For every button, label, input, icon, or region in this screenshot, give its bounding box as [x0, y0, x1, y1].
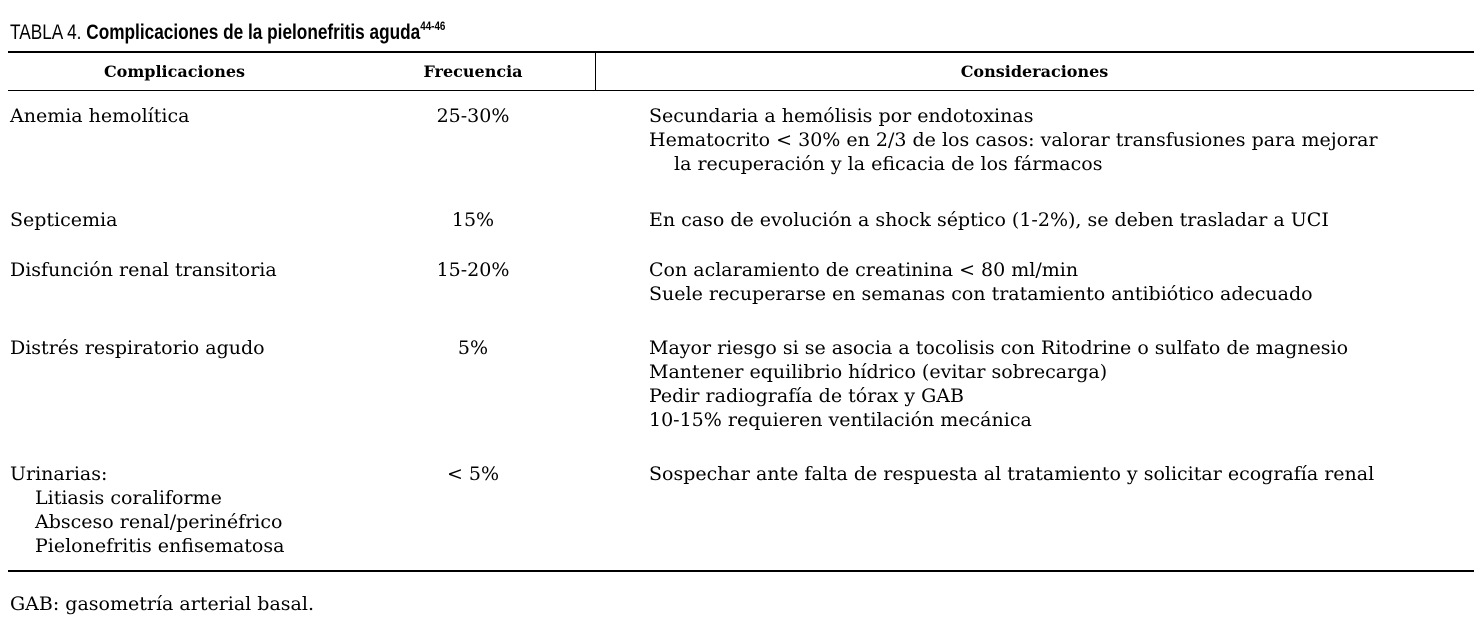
table-title: [10, 20, 445, 46]
row-5-consideracion-line: Sospechar ante falta de respuesta al tratamiento y solicitar ecografía renal: [649, 463, 1375, 485]
table-refs: 44-46: [420, 19, 446, 33]
table-bottom-rule: [8, 570, 1474, 572]
row-1-complicacion: [10, 104, 189, 128]
row-1-complicacion-line: Anemia hemolítica: [10, 105, 190, 127]
table-footnote: GAB: gasometría arterial basal.: [10, 593, 314, 615]
row-1-consideraciones: [649, 104, 1378, 176]
table-title-text: Complicaciones de la pielonefritis aguda: [86, 21, 421, 44]
row-5-complicacion-subline: Litiasis coraliforme: [35, 487, 222, 509]
row-2-consideraciones: [649, 208, 1329, 232]
row-3-complicacion: [10, 258, 277, 282]
row-1-consideracion-line: la recuperación y la eficacia de los fármacos: [674, 153, 1103, 175]
row-5-consideraciones: [649, 462, 1374, 486]
row-5-frecuencia: < 5%: [446, 463, 500, 485]
row-5-complicacion-subline: Absceso renal/perinéfrico: [35, 511, 283, 533]
row-3-complicacion-line: Disfunción renal transitoria: [10, 259, 277, 281]
row-2-frecuencia: 15%: [451, 209, 495, 231]
row-3-consideracion-line: Suele recuperarse en semanas con tratamiento antibiótico adecuado: [649, 283, 1313, 305]
row-4-complicacion-line: Distrés respiratorio agudo: [10, 337, 265, 359]
row-4-frecuencia: 5%: [457, 337, 489, 359]
row-3-frecuencia: 15-20%: [436, 259, 510, 281]
row-5-complicacion-subline: Pielonefritis enfisematosa: [35, 535, 285, 557]
row-4-complicacion: [10, 336, 265, 360]
table-header-rule: [8, 90, 1474, 91]
row-1-frecuencia: 25-30%: [436, 105, 510, 127]
row-5-complicacion-line: Urinarias:: [10, 463, 108, 485]
row-2-consideracion-line: En caso de evolución a shock séptico (1-2%), se deben trasladar a UCI: [649, 209, 1329, 231]
table-label: TABLA 4.: [10, 21, 82, 44]
row-3-consideracion-line: Con aclaramiento de creatinina < 80 ml/min: [649, 259, 1079, 281]
row-4-consideracion-line: Mayor riesgo si se asocia a tocolisis con Ritodrine o sulfato de magnesio: [649, 337, 1349, 359]
header-consideraciones: Consideraciones: [960, 62, 1109, 81]
row-4-consideracion-line: Mantener equilibrio hídrico (evitar sobrecarga): [649, 361, 1108, 383]
row-5-complicacion: [10, 462, 284, 558]
row-3-consideraciones: [649, 258, 1313, 306]
row-4-consideraciones: [649, 336, 1348, 432]
row-2-complicacion: [10, 208, 117, 232]
header-complicaciones: Complicaciones: [103, 62, 246, 81]
row-1-consideracion-line: Secundaria a hemólisis por endotoxinas: [649, 105, 1034, 127]
table-top-rule: [8, 51, 1474, 53]
header-frecuencia: Frecuencia: [423, 62, 523, 81]
row-4-consideracion-line: 10-15% requieren ventilación mecánica: [649, 409, 1032, 431]
row-4-consideracion-line: Pedir radiografía de tórax y GAB: [649, 385, 964, 407]
row-2-complicacion-line: Septicemia: [10, 209, 118, 231]
row-1-consideracion-line: Hematocrito < 30% en 2/3 de los casos: valorar transfusiones para mejorar: [649, 129, 1378, 151]
